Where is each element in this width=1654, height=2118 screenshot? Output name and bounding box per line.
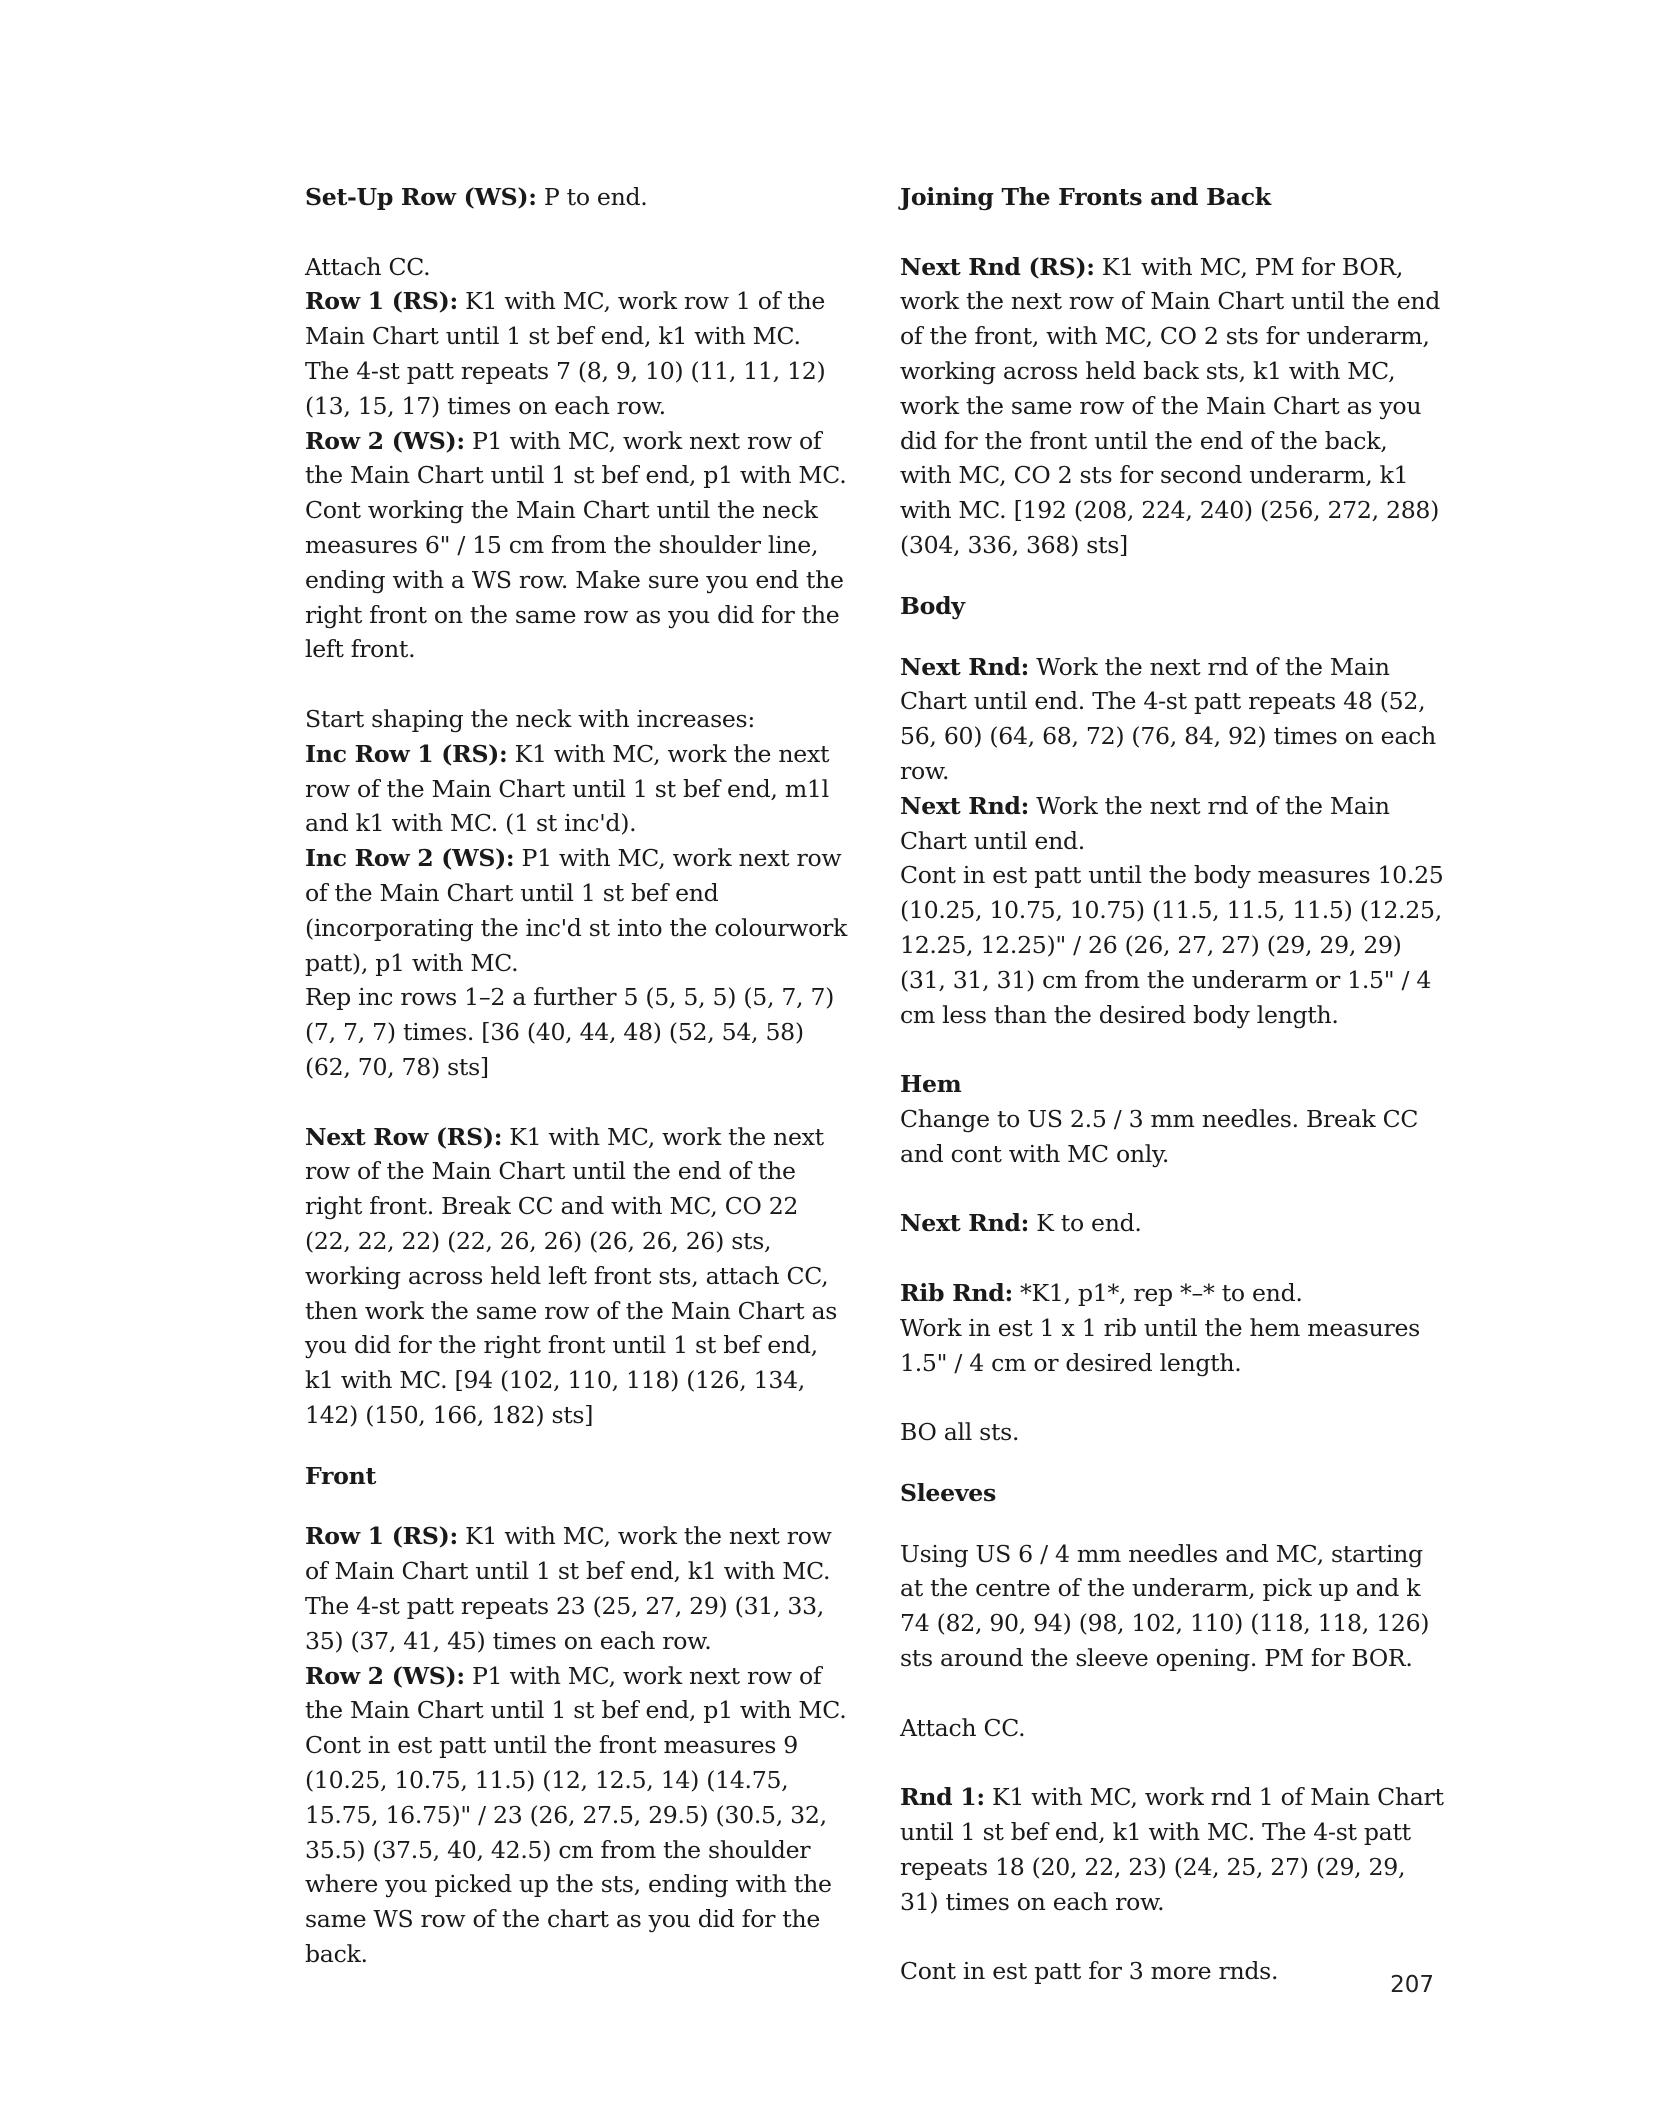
instruction-text: Cont in est patt until the body measures 10.25 (10.25, 10.75, 10.75) (11.5, 11.5, 11.5) (12.25, 12.25, 12.25)" / 26 (26, 27, 27) (29, 29, 29) (31, 31, 31) cm from the underarm or 1.5" / 4 cm less than the desired body length. — [900, 861, 1444, 1029]
paragraph-spacer — [900, 215, 1445, 250]
instruction-text: K1 with MC, work rnd 1 of Main Chart until 1 st bef end, k1 with MC. The 4-st patt repeats 18 (20, 22, 23) (24, 25, 27) (29, 29, 31) times on each row. — [900, 1783, 1444, 1916]
instruction-text: Cont working the Main Chart until the neck measures 6" / 15 cm from the shoulder line, ending with a WS row. Make sure you end the right front on the same row as you did for the left front. — [305, 496, 844, 664]
instruction-paragraph — [900, 1311, 1445, 1381]
instruction-paragraph — [900, 1415, 1445, 1450]
instruction-paragraph — [900, 858, 1445, 1032]
instruction-paragraph — [305, 284, 850, 423]
instruction-paragraph — [900, 1276, 1445, 1311]
paragraph-spacer — [900, 1380, 1445, 1415]
instruction-paragraph — [305, 1120, 850, 1433]
instruction-text: K to end. — [1029, 1209, 1142, 1238]
paragraph-spacer — [305, 1085, 850, 1120]
instruction-label: Inc Row 1 (RS): — [305, 739, 508, 768]
instruction-paragraph — [900, 1206, 1445, 1241]
instruction-text: Attach CC. — [900, 1713, 1026, 1742]
paragraph-spacer — [900, 1511, 1445, 1537]
instruction-label: Next Rnd (RS): — [900, 252, 1095, 281]
instruction-paragraph — [900, 1711, 1445, 1746]
instruction-label: Inc Row 2 (WS): — [305, 844, 515, 873]
instruction-paragraph — [900, 1954, 1445, 1989]
paragraph-spacer — [305, 1433, 850, 1459]
instruction-text: P to end. — [536, 183, 648, 211]
instruction-paragraph — [305, 1728, 850, 1972]
paragraph-spacer — [900, 1919, 1445, 1954]
left-column — [305, 180, 850, 1972]
instruction-text: Work in est 1 x 1 rib until the hem measures 1.5" / 4 cm or desired length. — [900, 1313, 1420, 1377]
instruction-text: Rep inc rows 1–2 a further 5 (5, 5, 5) (5, 7, 7) (7, 7, 7) times. [36 (40, 44, 48) (52, 54, 58) (62, 70, 78) sts] — [305, 983, 835, 1081]
instruction-text: P1 with MC, work next row of the Main Chart until 1 st bef end, p1 with MC. — [305, 426, 847, 490]
paragraph-spacer — [900, 1745, 1445, 1780]
instruction-text: P1 with MC, work next row of the Main Chart until 1 st bef end (incorporating the inc'd st into the colourwork patt), p1 with MC. — [305, 844, 847, 977]
instruction-text: K1 with MC, work row 1 of the Main Chart until 1 st bef end, k1 with MC. The 4-st patt repeats 7 (8, 9, 10) (11, 11, 12) (13, 15, 17) times on each row. — [305, 287, 826, 420]
instruction-text: K1 with MC, work the next row of Main Chart until 1 st bef end, k1 with MC. The 4-st patt repeats 23 (25, 27, 29) (31, 33, 35) (37, 41, 45) times on each row. — [305, 1522, 832, 1655]
section-heading-joining-the-fronts-and-back: Joining The Fronts and Back — [900, 183, 1271, 211]
instruction-paragraph — [900, 250, 1445, 563]
section-heading-front: Front — [305, 1461, 377, 1490]
instruction-label: Next Rnd: — [900, 652, 1030, 681]
paragraph-spacer — [900, 624, 1445, 650]
page-number: 207 — [1390, 1972, 1434, 1998]
instruction-text: BO all sts. — [900, 1418, 1020, 1447]
instruction-text: Attach CC. — [305, 252, 431, 281]
paragraph-spacer — [900, 1676, 1445, 1711]
instruction-text: K1 with MC, work the next row of the Main Chart until the end of the right front. Break CC and with MC, CO 22 (22, 22, 22) (22, 26, 26) (26, 26, 26) sts, working across held left front sts, attach CC, then work the same row of the Main Chart as you did for the right front until 1 st bef end, k1 with MC. [94 (102, 110, 118) (126, 134, 142) (150, 166, 182) sts] — [305, 1122, 838, 1429]
section-heading-body: Body — [900, 591, 965, 620]
instruction-paragraph — [900, 1537, 1445, 1676]
right-column — [900, 180, 1445, 1989]
instruction-label: Rib Rnd: — [900, 1278, 1013, 1307]
instruction-text: *K1, p1*, rep *–* to end. — [1012, 1278, 1303, 1307]
instruction-paragraph — [305, 1519, 850, 1658]
paragraph-spacer — [900, 1172, 1445, 1207]
instruction-paragraph — [900, 789, 1445, 859]
instruction-label: Set-Up Row (WS): — [305, 183, 537, 211]
instruction-label: Next Rnd: — [900, 1209, 1030, 1238]
paragraph-spacer — [305, 215, 850, 250]
instruction-paragraph — [305, 424, 850, 494]
instruction-text: K1 with MC, work the next row of the Main Chart until 1 st bef end, m1l and k1 with MC. (1 st inc'd). — [305, 739, 830, 838]
instruction-label: Next Rnd: — [900, 791, 1030, 820]
instruction-text: Start shaping the neck with increases: — [305, 704, 756, 733]
paragraph-spacer — [305, 1493, 850, 1519]
instruction-paragraph — [305, 841, 850, 980]
instruction-text: Work the next rnd of the Main Chart until end. — [900, 791, 1390, 855]
instruction-text: Cont in est patt for 3 more rnds. — [900, 1957, 1279, 1986]
instruction-paragraph — [305, 1659, 850, 1729]
paragraph-spacer — [900, 563, 1445, 589]
instruction-text: P1 with MC, work next row of the Main Chart until 1 st bef end, p1 with MC. — [305, 1661, 847, 1725]
instruction-paragraph — [305, 180, 850, 215]
instruction-paragraph — [305, 493, 850, 667]
instruction-paragraph — [305, 737, 850, 841]
paragraph-spacer — [900, 1450, 1445, 1476]
instruction-label: Row 1 (RS): — [305, 1522, 458, 1551]
instruction-label: Row 1 (RS): — [305, 287, 458, 316]
instruction-label: Next Row (RS): — [305, 1122, 503, 1151]
instruction-text: Change to US 2.5 / 3 mm needles. Break CC and cont with MC only. — [900, 1104, 1419, 1168]
instruction-text: Using US 6 / 4 mm needles and MC, starting at the centre of the underarm, pick up and k 74 (82, 90, 94) (98, 102, 110) (118, 118, 126) sts around the sleeve opening. PM for BOR. — [900, 1539, 1430, 1673]
instruction-paragraph — [305, 250, 850, 285]
instruction-text: Cont in est patt until the front measures 9 (10.25, 10.75, 11.5) (12, 12.5, 14) (14.75, 15.75, 16.75)" / 23 (26, 27.5, 29.5) (30.5, 32, 35.5) (37.5, 40, 42.5) cm from the shoulder where you picked up the sts, ending with the same WS row of the chart as you did for the back. — [305, 1731, 832, 1969]
section-heading-sleeves: Sleeves — [900, 1478, 996, 1507]
instruction-paragraph — [900, 1102, 1445, 1172]
section-heading-hem: Hem — [900, 1070, 962, 1099]
paragraph-spacer — [305, 667, 850, 702]
instruction-label: Rnd 1: — [900, 1783, 985, 1812]
instruction-paragraph — [305, 702, 850, 737]
instruction-paragraph — [900, 650, 1445, 789]
instruction-text: Work the next rnd of the Main Chart until end. The 4-st patt repeats 48 (52, 56, 60) (64, 68, 72) (76, 84, 92) times on each row. — [900, 652, 1436, 785]
paragraph-spacer — [900, 1241, 1445, 1276]
instruction-paragraph — [900, 1780, 1445, 1919]
instruction-paragraph — [305, 980, 850, 1084]
paragraph-spacer — [900, 1032, 1445, 1067]
instruction-label: Row 2 (WS): — [305, 426, 465, 455]
instruction-text: K1 with MC, PM for BOR, work the next row of Main Chart until the end of the front, with MC, CO 2 sts for underarm, working across held back sts, k1 with MC, work the same row of the Main Chart as you did for the front until the end of the back, with MC, CO 2 sts for second underarm, k1 with MC. [192 (208, 224, 240) (256, 272, 288) (304, 336, 368) sts] — [900, 252, 1441, 559]
instruction-label: Row 2 (WS): — [305, 1661, 465, 1690]
